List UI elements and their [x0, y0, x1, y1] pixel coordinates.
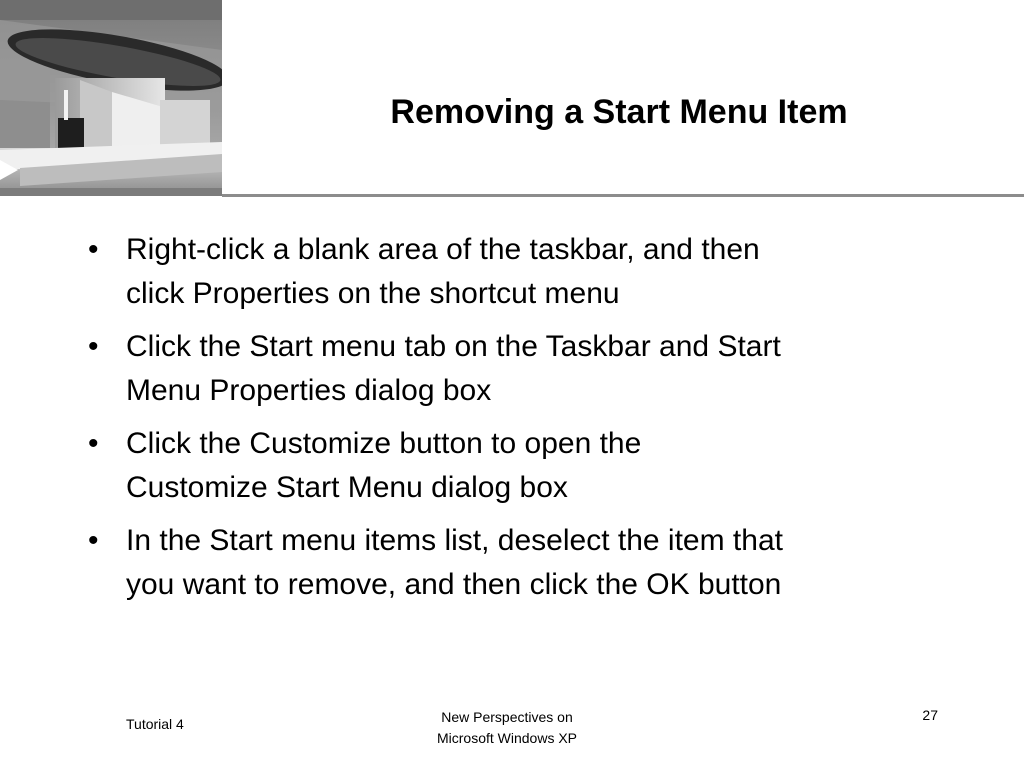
bullet-item: [80, 519, 960, 607]
bullet-line: Menu Properties dialog box: [126, 374, 492, 407]
bullet-line: Click the Start menu tab on the Taskbar and Start: [126, 330, 781, 363]
slide-page-number: 27: [922, 707, 938, 723]
bullet-marker: •: [88, 524, 99, 557]
footer-book-title: [400, 707, 614, 749]
bullet-item: [80, 325, 960, 413]
footer-tutorial-label: Tutorial 4: [126, 716, 184, 732]
bullet-line: Right-click a blank area of the taskbar, and then: [126, 233, 760, 266]
header-divider-line: [222, 194, 1024, 197]
bullet-line: click Properties on the shortcut menu: [126, 277, 620, 310]
bullet-line: In the Start menu items list, deselect the item that: [126, 524, 783, 557]
bullet-marker: •: [88, 233, 99, 266]
bullet-line: Click the Customize button to open the: [126, 427, 642, 460]
bullet-marker: •: [88, 330, 99, 363]
footer-book-title-line: Microsoft Windows XP: [436, 730, 578, 746]
bullet-list: [80, 228, 960, 616]
footer-book-title-line: New Perspectives on: [441, 709, 573, 725]
slide-title: Removing a Start Menu Item: [390, 93, 848, 131]
header-building-photo: [0, 0, 222, 196]
bullet-line: Customize Start Menu dialog box: [126, 471, 568, 504]
bullet-item: [80, 422, 960, 510]
building-photo-image: [0, 0, 222, 196]
bullet-item: [80, 228, 960, 316]
bullet-marker: •: [88, 427, 99, 460]
bullet-line: you want to remove, and then click the OK button: [126, 568, 782, 601]
